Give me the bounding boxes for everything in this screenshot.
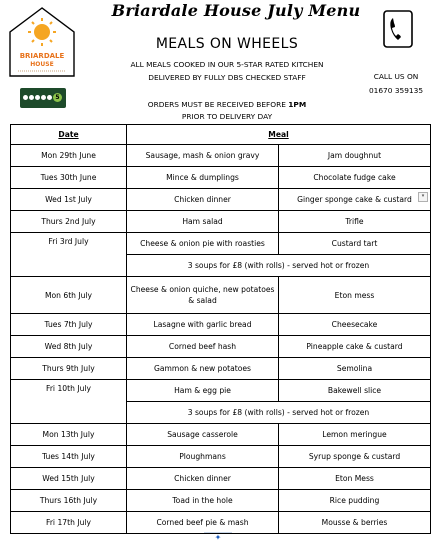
date-cell: Fri 17th July bbox=[11, 512, 127, 534]
order-deadline-note: PRIOR TO DELIVERY DAY bbox=[181, 112, 273, 121]
table-row bbox=[11, 145, 431, 167]
main-cell: Ploughmans bbox=[127, 446, 279, 468]
main-cell: Chicken dinner bbox=[127, 468, 279, 490]
date-cell: Thurs 2nd July bbox=[11, 211, 127, 233]
main-cell: Ham & egg pie bbox=[127, 380, 279, 402]
table-header bbox=[11, 125, 431, 145]
svg-text:HOUSE: HOUSE bbox=[30, 61, 54, 68]
dessert-cell: Cheesecake bbox=[279, 314, 431, 336]
dessert-cell: Eton Mess bbox=[279, 468, 431, 490]
col-meal: Meal bbox=[127, 125, 431, 145]
main-cell: Corned beef pie & mash bbox=[127, 512, 279, 534]
date-cell: Fri 3rd July bbox=[11, 233, 127, 277]
dessert-cell: Chocolate fudge cake bbox=[279, 167, 431, 189]
date-cell: Tues 14th July bbox=[11, 446, 127, 468]
main-cell: Toad in the hole bbox=[127, 490, 279, 512]
dessert-cell: Eton mess bbox=[279, 277, 431, 314]
table-row bbox=[11, 512, 431, 534]
main-cell: Chicken dinner bbox=[127, 189, 279, 211]
dessert-cell[interactable]: Ginger sponge cake & custard bbox=[279, 189, 431, 211]
date-cell: Fri 10th July bbox=[11, 380, 127, 424]
menu-table bbox=[10, 124, 431, 534]
col-date: Date bbox=[11, 125, 127, 145]
dessert-cell: Lemon meringue bbox=[279, 424, 431, 446]
main-cell: Corned beef hash bbox=[127, 336, 279, 358]
order-deadline-text: ORDERS MUST BE RECEIVED BEFORE bbox=[147, 100, 289, 109]
date-cell: Thurs 16th July bbox=[11, 490, 127, 512]
main-cell: Mince & dumplings bbox=[127, 167, 279, 189]
main-cell: Sausage casserole bbox=[127, 424, 279, 446]
dessert-cell: Jam doughnut bbox=[279, 145, 431, 167]
svg-text:BRIARDALE: BRIARDALE bbox=[19, 52, 65, 60]
staff-line: DELIVERED BY FULLY DBS CHECKED STAFF bbox=[148, 73, 306, 82]
table-row bbox=[11, 314, 431, 336]
meals-on-wheels-heading: MEALS ON WHEELS bbox=[155, 36, 299, 52]
table-row bbox=[11, 446, 431, 468]
table-row bbox=[11, 336, 431, 358]
call-number: 01670 359135 bbox=[368, 86, 424, 95]
table-row bbox=[11, 189, 431, 211]
telephone-icon bbox=[383, 10, 413, 48]
table-row bbox=[11, 233, 431, 255]
cell-resize-handle[interactable]: ▾ bbox=[418, 192, 428, 202]
date-cell: Tues 7th July bbox=[11, 314, 127, 336]
table-row bbox=[11, 167, 431, 189]
page-title: Briardale House July Menu bbox=[111, 1, 361, 20]
rating-value: 5 bbox=[53, 93, 62, 102]
dessert-cell: Semolina bbox=[279, 358, 431, 380]
date-cell: Mon 13th July bbox=[11, 424, 127, 446]
dessert-cell: Custard tart bbox=[279, 233, 431, 255]
date-cell: Thurs 9th July bbox=[11, 358, 127, 380]
date-cell: Mon 6th July bbox=[11, 277, 127, 314]
date-cell: Wed 1st July bbox=[11, 189, 127, 211]
table-row bbox=[11, 358, 431, 380]
main-cell: Ham salad bbox=[127, 211, 279, 233]
table-row bbox=[11, 211, 431, 233]
table-row bbox=[11, 424, 431, 446]
date-cell: Wed 15th July bbox=[11, 468, 127, 490]
date-cell: Mon 29th June bbox=[11, 145, 127, 167]
date-cell: Wed 8th July bbox=[11, 336, 127, 358]
main-cell: Lasagne with garlic bread bbox=[127, 314, 279, 336]
dessert-cell: Rice pudding bbox=[279, 490, 431, 512]
main-cell: Sausage, mash & onion gravy bbox=[127, 145, 279, 167]
dessert-cell: Bakewell slice bbox=[279, 380, 431, 402]
soup-offer: 3 soups for £8 (with rolls) - served hot or frozen bbox=[127, 402, 431, 424]
main-cell: Cheese & onion quiche, new potatoes & salad bbox=[127, 277, 279, 314]
main-cell: Gammon & new potatoes bbox=[127, 358, 279, 380]
date-cell: Tues 30th June bbox=[11, 167, 127, 189]
dessert-cell: Syrup sponge & custard bbox=[279, 446, 431, 468]
soup-offer: 3 soups for £8 (with rolls) - served hot or frozen bbox=[127, 255, 431, 277]
sun-house-icon bbox=[8, 6, 76, 78]
table-row bbox=[11, 490, 431, 512]
briardale-logo bbox=[8, 6, 76, 78]
table-row bbox=[11, 468, 431, 490]
order-deadline bbox=[96, 100, 358, 109]
dessert-cell: Trifle bbox=[279, 211, 431, 233]
kitchen-line: ALL MEALS COOKED IN OUR 5-STAR RATED KITCHEN bbox=[130, 60, 324, 69]
food-hygiene-rating-badge bbox=[20, 88, 66, 108]
table-row bbox=[11, 277, 431, 314]
dessert-cell: Mousse & berries bbox=[279, 512, 431, 534]
table-row bbox=[11, 380, 431, 402]
main-cell: Cheese & onion pie with roasties bbox=[127, 233, 279, 255]
call-label: CALL US ON bbox=[373, 72, 419, 81]
page-scroll-marker-icon[interactable]: ✦ bbox=[204, 532, 232, 541]
dessert-cell: Pineapple cake & custard bbox=[279, 336, 431, 358]
order-deadline-time: 1PM bbox=[288, 100, 307, 109]
